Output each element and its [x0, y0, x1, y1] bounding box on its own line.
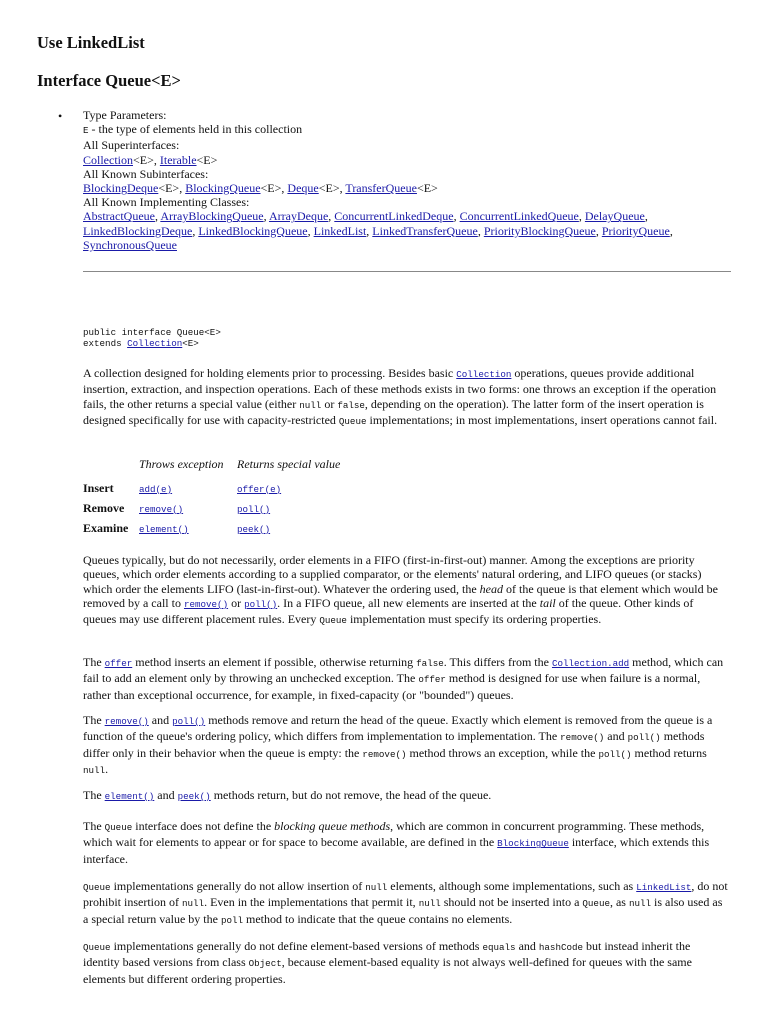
link-priorityqueue[interactable]: PriorityQueue [601, 223, 670, 238]
link-remove[interactable]: remove() [139, 503, 184, 515]
link-poll[interactable]: poll() [237, 503, 271, 515]
link-poll-inline[interactable]: poll() [244, 598, 278, 610]
intro-paragraph: A collection designed for holding elements prior to processing. Besides basic Collection operations, queues provide additional insertion, extraction, and inspection operations. Each of these methods exists in two forms: one throws an exception if the operation fails, the other returns a special value (either null or false, depending on the operation). The latter form of the insert operation is designed specifically for use with capacity-restricted Queue implementations; in most implementations, insert operations cannot fail. [83, 366, 718, 427]
link-synchronousqueue[interactable]: SynchronousQueue [83, 237, 177, 252]
offer-paragraph: The offer method inserts an element if possible, otherwise returning false. This differs from the Collection.add method, which can fail to add an element only by throwing an unchecked exception. The offer method is designed for use when failure is a normal, rather than exceptional occurrence, for example, in fixed-capacity (or "bounded") queues. [83, 655, 724, 702]
link-concurrentlinkedqueue[interactable]: ConcurrentLinkedQueue [459, 209, 579, 224]
link-blockingdeque[interactable]: BlockingDeque [83, 181, 159, 196]
table-header-row [80, 457, 344, 478]
link-offer[interactable]: offer(e) [237, 483, 282, 495]
type-param-line [83, 122, 743, 138]
link-transferqueue[interactable]: TransferQueue [345, 181, 417, 196]
superinterfaces-label: All Superinterfaces: [83, 138, 180, 153]
link-arraydeque[interactable]: ArrayDeque [268, 209, 329, 224]
page-title: Use LinkedList [37, 33, 145, 52]
blocking-paragraph: The Queue interface does not define the blocking queue methods, which are common in concurrent programming. These methods, which wait for elements to appear or for space to become available, are defined in the BlockingQueue interface, which extends this interface. [83, 819, 710, 866]
link-remove-p[interactable]: remove() [104, 716, 149, 727]
link-offer-inline[interactable]: offer [104, 658, 133, 669]
null-paragraph: Queue implementations generally do not allow insertion of null elements, although some implementations, such as LinkedList, do not prohibit insertion of null. Even in the implementations that permit it, null should not be inserted into a Queue, as null is also used as a special return value by the poll method to indicate that the queue contains no elements. [83, 879, 728, 926]
subinterfaces-label: All Known Subinterfaces: [83, 166, 209, 181]
row-label: Examine [83, 520, 129, 535]
link-peek-p[interactable]: peek() [177, 791, 211, 802]
link-element-p[interactable]: element() [104, 791, 155, 802]
remove-paragraph: The remove() and poll() methods remove and return the head of the queue. Exactly which element is removed from the queue is a function of the queue's ordering policy, which differs from implementation to implementation. The remove() and poll() methods differ only in their behavior when the queue is empty: the remove() method throws an exception, while the poll() method returns null. [83, 713, 713, 776]
operations-table [80, 457, 344, 538]
bullet-icon: • [58, 109, 63, 123]
row-label: Remove [83, 500, 125, 515]
link-poll-p[interactable]: poll() [172, 716, 206, 727]
declaration: public interface Queue<E> extends Collection<E> [83, 327, 221, 349]
link-linkedtransferqueue[interactable]: LinkedTransferQueue [372, 223, 478, 238]
fifo-paragraph: Queues typically, but do not necessarily, order elements in a FIFO (first-in-first-out) manner. Among the exceptions are priority queues, which order elements according to a supplied comparator, or the elements' natural ordering, and LIFO queues (or stacks) which order the elements LIFO (last-in-first-out). Whatever the ordering used, the head of the queue is that element which would be removed by a call to remove() or poll(). In a FIFO queue, all new elements are inserted at the tail of the queue. Other kinds of queues may use different placement rules. Every Queue implementation must specify its ordering properties. [83, 553, 718, 627]
link-concurrentlinkeddeque[interactable]: ConcurrentLinkedDeque [334, 209, 454, 224]
superinterfaces-list: Collection<E>, Iterable<E> [83, 152, 218, 167]
link-iterable[interactable]: Iterable [159, 152, 197, 167]
link-priorityblockingqueue[interactable]: PriorityBlockingQueue [483, 223, 596, 238]
link-linkedblockingqueue[interactable]: LinkedBlockingQueue [198, 223, 308, 238]
link-add[interactable]: add(e) [139, 483, 173, 495]
link-linkedlist-p[interactable]: LinkedList [636, 882, 692, 893]
link-collection-add[interactable]: Collection.add [551, 658, 630, 669]
interface-heading: Interface Queue<E> [37, 71, 181, 90]
link-arrayblockingqueue[interactable]: ArrayBlockingQueue [160, 209, 264, 224]
col-throws-exception: Throws exception [139, 457, 224, 471]
implementing-list: AbstractQueue, ArrayBlockingQueue, ArrayDeque, ConcurrentLinkedDeque, ConcurrentLinkedQueue, DelayQueue, LinkedBlockingDeque, LinkedBlockingQueue, LinkedList, LinkedTransferQueue, PriorityBlockingQueue, PriorityQueue, SynchronousQueue [83, 209, 673, 252]
link-delayqueue[interactable]: DelayQueue [584, 209, 645, 224]
link-linkedlist[interactable]: LinkedList [313, 223, 367, 238]
link-abstractqueue[interactable]: AbstractQueue [83, 209, 155, 224]
link-collection[interactable]: Collection [83, 152, 133, 167]
summary-block [83, 108, 743, 252]
type-param-desc: - the type of elements held in this collection [88, 122, 303, 137]
element-paragraph: The element() and peek() methods return, but do not remove, the head of the queue. [83, 788, 492, 802]
type-param-name: E [83, 125, 89, 137]
implementing-label: All Known Implementing Classes: [83, 195, 250, 210]
equality-paragraph: Queue implementations generally do not define element-based versions of methods equals and hashCode but instead inherit the identity based versions from class Object, because element-based equality is not always well-defined for queues with the same elements but different ordering properties. [83, 939, 692, 986]
link-collection-decl[interactable]: Collection [127, 338, 183, 349]
type-params-label: Type Parameters: [83, 108, 167, 122]
table-row [80, 498, 344, 518]
link-remove-inline[interactable]: remove() [183, 598, 229, 610]
link-collection-inline[interactable]: Collection [456, 369, 512, 380]
link-deque[interactable]: Deque [287, 181, 319, 196]
divider [83, 271, 731, 272]
table-row [80, 478, 344, 498]
link-blockingqueue[interactable]: BlockingQueue [185, 181, 261, 196]
table-row [80, 518, 344, 538]
link-peek[interactable]: peek() [237, 523, 271, 535]
link-blockingqueue-p[interactable]: BlockingQueue [497, 838, 569, 850]
subinterfaces-list: BlockingDeque<E>, BlockingQueue<E>, Deque<E>, TransferQueue<E> [83, 181, 438, 196]
row-label: Insert [83, 480, 114, 495]
link-linkedblockingdeque[interactable]: LinkedBlockingDeque [83, 223, 193, 238]
link-element[interactable]: element() [139, 523, 189, 535]
col-returns-special: Returns special value [237, 457, 341, 471]
